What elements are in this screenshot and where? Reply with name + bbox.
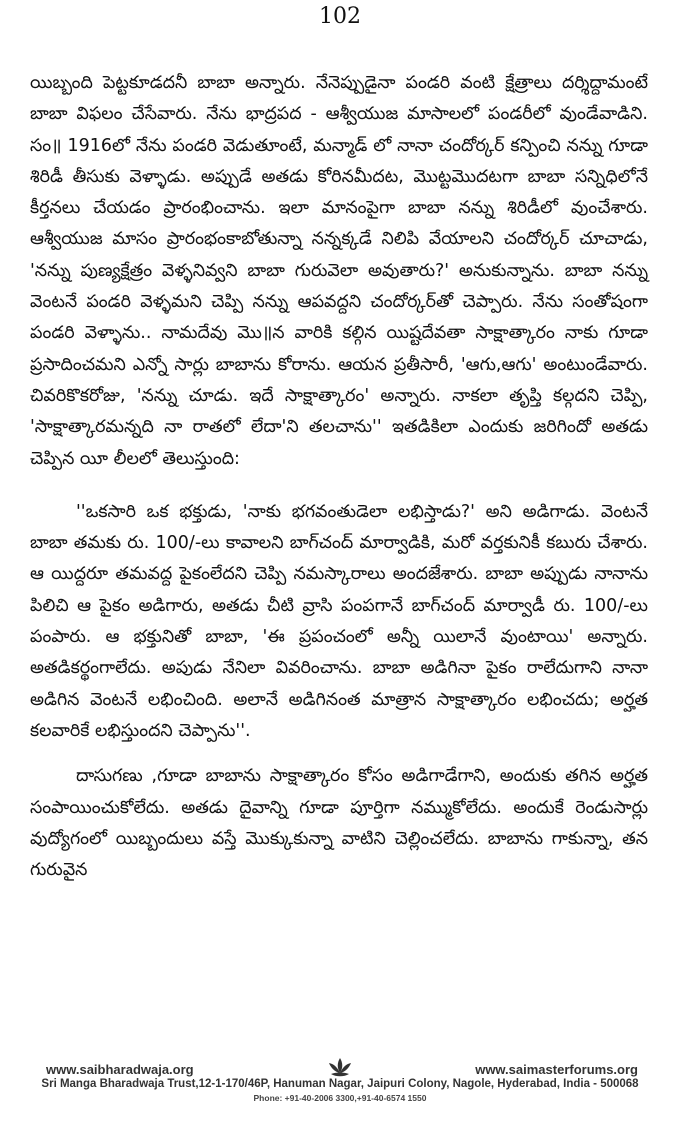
page-number: 102 — [319, 4, 361, 29]
footer-left-url[interactable]: www.saibharadwaja.org — [46, 1062, 194, 1077]
footer-right-url[interactable]: www.saimasterforums.org — [475, 1062, 638, 1077]
paragraph: ''ఒకసారి ఒక భక్తుడు, 'నాకు భగవంతుడెలా లభిస్తాడు?' అని అడిగాడు. వెంటనే బాబా తమకు రు. 100/-లు కావాలని బాగ్‌చంద్ మార్వాడికి, మరో వర్తకునికీ కబురు చేశారు. ఆ యిద్దరూ తమవద్ద పైకంలేదని చెప్పి నమస్కారాలు అందజేశారు. బాబా అప్పుడు నానాను పిలిచి ఆ పైకం అడిగారు, అతడు చీటి వ్రాసి పంపగానే బాగ్‌చంద్ మార్వాడీ రు. 100/-లు పంపారు. ఆ భక్తునితో బాబా, 'ఈ ప్రపంచంలో అన్నీ యిలానే వుంటాయి' అన్నారు. అతడికర్థంగాలేదు. అపుడు నేనిలా వివరించాను. బాబా అడిగినా పైకం రాలేదుగాని నానా అడిగిన వెంటనే లభించింది. అలానే అడిగినంత మాత్రాన సాక్షాత్కారం లభించదు; అర్హత కలవారికే లభిస్తుందని చెప్పాను''. — [30, 501, 648, 741]
lotus-emblem-icon — [326, 1056, 354, 1078]
footer-phone: Phone: +91-40-2006 3300,+91-40-6574 1550 — [253, 1093, 427, 1103]
paragraph: దాసుగణు ,గూడా బాబాను సాక్షాత్కారం కోసం అడిగాడేగాని, అందుకు తగిన అర్హత సంపాయించుకోలేదు. అతడు దైవాన్ని గూడా పూర్తిగా నమ్ముకోలేదు. అందుకే రెండుసార్లు వుద్యోగంలో యిబ్బందులు వస్తే మొక్కుకున్నా వాటిని చెల్లించలేదు. బాబాను గాకున్నా, తన గురువైన — [30, 766, 648, 881]
page-body — [30, 68, 648, 886]
footer-address: Sri Manga Bharadwaja Trust,12-1-170/46P, Hanuman Nagar, Jaipuri Colony, Nagole, Hyderabad, India - 500068 — [41, 1078, 639, 1090]
paragraph: యిబ్బంది పెట్టకూడదనీ బాబా అన్నారు. నేనెప్పుడైనా పండరి వంటి క్షేత్రాలు దర్శిద్దామంటే బాబా విఫలం చేసేవారు. నేను భాద్రపద - ఆశ్వీయుజ మాసాలలో పండరీలో వుండేవాడిని. సం॥ 1916లో నేను పండరి వెడుతూంటే, మన్మాడ్ లో నానా చందోర్కర్ కన్పించి నన్ను గూడా శిరిడీ తీసుకు వెళ్ళాడు. అప్పుడే అతడు కోరినమీదట, మొట్టమొదటగా బాబా సన్నిధిలోనే కీర్తనలు చేయడం ప్రారంభించాను. ఇలా మానంపైగా బాబా నన్ను శిరిడీలో వుంచేశారు. ఆశ్వీయుజ మాసం ప్రారంభంకాబోతున్నా నన్నక్కడే నిలిపి వేయాలని చందోర్కర్ చూచాడు, 'నన్ను పుణ్యక్షేత్రం వెళ్ళనివ్వని బాబా గురువెలా అవుతారు?' అనుకున్నాను. బాబా నన్ను వెంటనే పండరి వెళ్ళమని చెప్పి నన్ను ఆపవద్దని చందోర్కర్‌తో చెప్పారు. నేను సంతోషంగా పండరి వెళ్ళాను.. నామదేవు మొ॥న వారికి కల్గిన యిష్టదేవతా సాక్షాత్కారం నాకు గూడా ప్రసాదించమని ఎన్నో సార్లు బాబాను కోరాను. ఆయన ప్రతీసారీ, 'ఆగు,ఆగు' అంటుండేవారు. చివరికొకరోజు, 'నన్ను చూడు. ఇదే సాక్షాత్కారం' అన్నారు. నాకలా తృప్తి కల్గదని చెప్పి, 'సాక్షాత్కారమన్నది నా రాతలో లేదా'ని తలచాను'' ఇతడికిలా ఎందుకు జరిగిందో అతడు చెప్పిన యీ లీలలో తెలుస్తుంది: — [30, 73, 648, 469]
